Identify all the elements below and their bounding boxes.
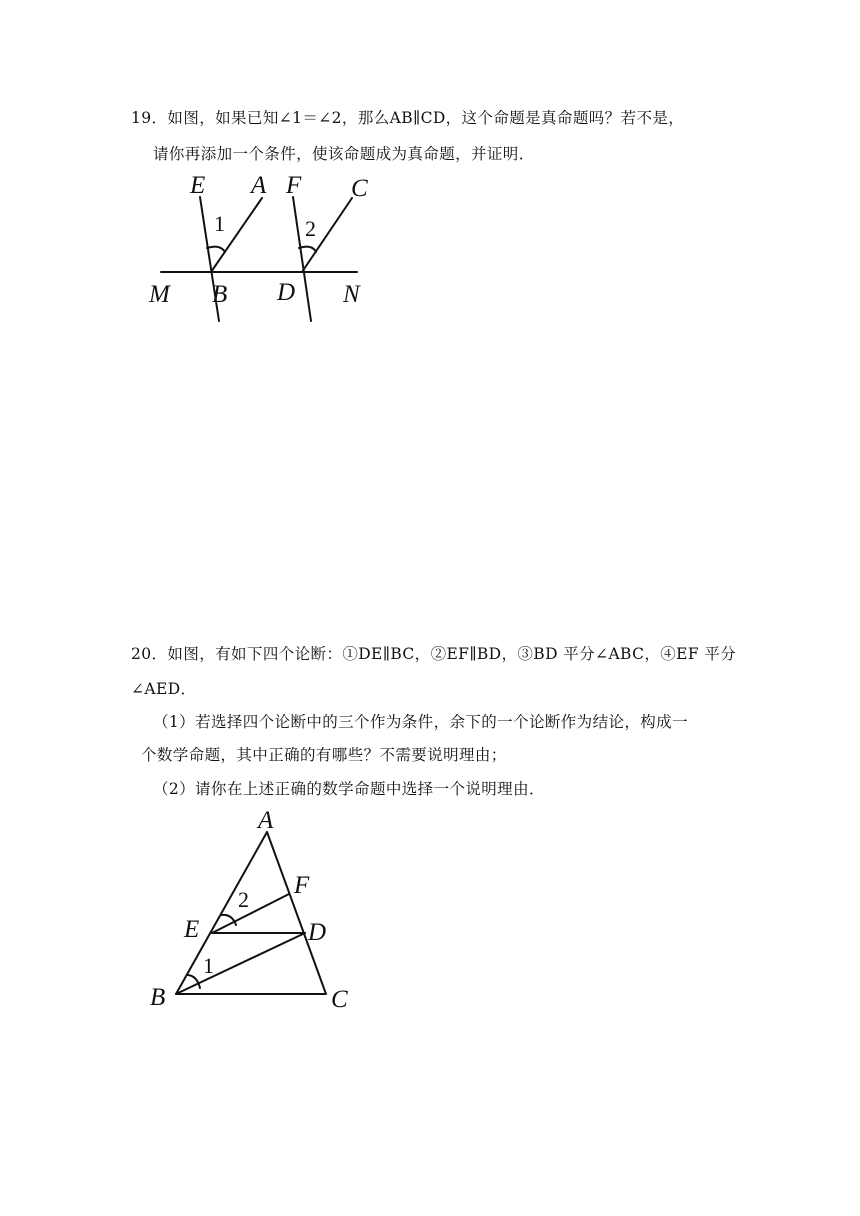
q19-text-line-2: 请你再添加一个条件，使该命题成为真命题，并证明． — [153, 145, 535, 163]
label-a: A — [251, 172, 267, 199]
label-angle-2: 2 — [305, 216, 316, 241]
label-b: B — [150, 984, 166, 1011]
label-e: E — [184, 916, 200, 943]
label-a: A — [258, 807, 274, 834]
q20-text-line-2: ∠AED． — [131, 680, 197, 698]
q20-text-line-4: 个数学命题，其中正确的有哪些？不需要说明理由； — [141, 746, 507, 764]
label-m: M — [149, 281, 170, 308]
label-angle-1: 1 — [203, 953, 214, 978]
label-e: E — [190, 172, 206, 199]
label-d: D — [308, 919, 327, 946]
label-f: F — [294, 872, 310, 899]
label-c: C — [351, 175, 368, 202]
q20-text-line-5: （2）请你在上述正确的数学命题中选择一个说明理由． — [153, 780, 545, 798]
label-d: D — [277, 279, 296, 306]
line-ef — [212, 894, 289, 933]
q20-text-line-3: （1）若选择四个论断中的三个作为条件，余下的一个论断作为结论，构成一 — [153, 713, 688, 731]
label-f: F — [286, 172, 302, 199]
label-angle-2: 2 — [238, 887, 249, 912]
label-b: B — [212, 281, 228, 308]
label-angle-1: 1 — [214, 211, 225, 236]
label-c: C — [331, 986, 348, 1013]
q20-text-line-1: 20．如图，有如下四个论断：①DE∥BC，②EF∥BD，③BD 平分∠ABC，④EF 平分 — [131, 645, 737, 663]
q19-text-line-1: 19．如图，如果已知∠1＝∠2，那么AB∥CD，这个命题是真命题吗？若不是， — [131, 109, 685, 127]
label-n: N — [343, 281, 360, 308]
